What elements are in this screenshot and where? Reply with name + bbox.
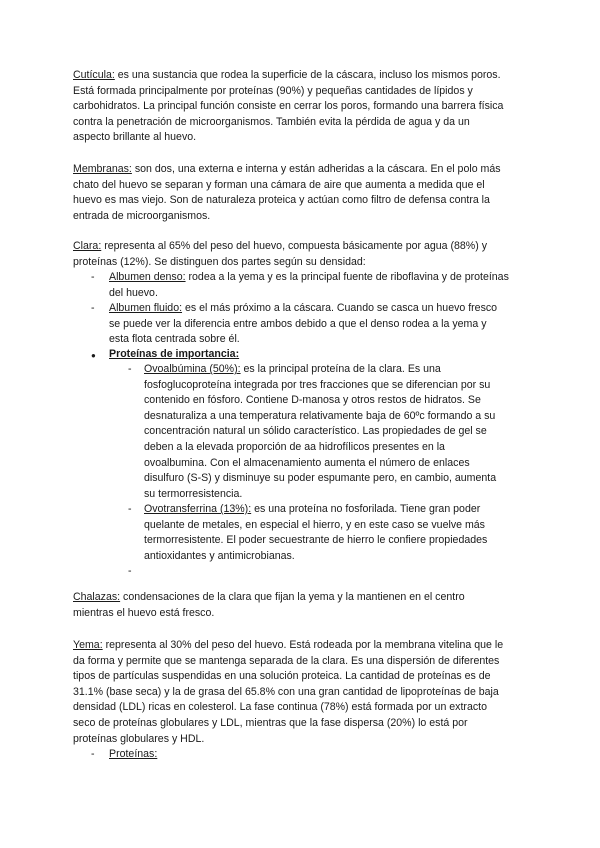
ovoalbumina-term: Ovoalbúmina (50%): bbox=[144, 363, 241, 375]
text-line: quelante de metales, en especial el hierro, y en este caso se vuelve más bbox=[144, 518, 485, 531]
clara-term: Clara: bbox=[73, 240, 102, 252]
text-line: se puede ver la diferencia entre ambos debido a que el denso rodea a la yema y bbox=[109, 317, 487, 330]
text-line: Está formada principalmente por proteínas (90%) y pequeñas cantidades de lípidos y bbox=[73, 84, 473, 97]
yema-term: Yema: bbox=[73, 639, 103, 651]
text-line: mientras el huevo está fresco. bbox=[73, 606, 215, 619]
text-line: representa al 30% del peso del huevo. Está rodeada por la membrana vitelina que le bbox=[102, 639, 504, 651]
text-line: concentración natural un sólido característico. Las propiedades de gel se bbox=[144, 425, 487, 438]
albumen-denso-term: Albumen denso: bbox=[109, 271, 186, 283]
text-line: disulfuro (S-S) y disminuye su poder espumante pero, en cambio, aumenta bbox=[144, 472, 497, 485]
bullet-dot-icon: ● bbox=[91, 351, 96, 360]
proteinas-importancia-heading bbox=[109, 347, 529, 363]
text-line: antioxidantes y antimicrobianas. bbox=[144, 549, 295, 562]
text-line: del huevo. bbox=[109, 286, 158, 299]
text-line: es el más próximo a la cáscara. Cuando se casca un huevo fresco bbox=[182, 302, 498, 314]
text-line: desnaturaliza a una temperatura relativamente baja de 60ºc formando a su bbox=[144, 409, 496, 422]
list-dash: - bbox=[91, 302, 95, 314]
text-line: son dos, una externa e interna y están adheridas a la cáscara. En el polo más bbox=[131, 163, 501, 175]
text-line: rodea a la yema y es la principal fuente de riboflavina y de proteínas bbox=[185, 271, 509, 283]
membranas-paragraph bbox=[73, 162, 523, 224]
cuticula-paragraph bbox=[73, 68, 523, 146]
ovoalbumina-item bbox=[144, 362, 534, 502]
ovotransferrina-term: Ovotransferrina (13%): bbox=[144, 503, 252, 515]
yema-proteinas-term: Proteínas: bbox=[109, 748, 158, 760]
text-line: aspecto brillante al huevo. bbox=[73, 131, 197, 144]
text-line: es una proteína no fosforilada. Tiene gran poder bbox=[251, 503, 481, 515]
text-line: contra la penetración de microorganismos. También evita la pérdida de agua y da un bbox=[73, 115, 470, 128]
text-line: tipos de partículas suspendidas en una solución proteica. La cantidad de proteínas es de bbox=[73, 670, 491, 683]
text-line: ovoalbumina. Con el almacenamiento aumenta el número de enlaces bbox=[144, 456, 470, 469]
list-dash: - bbox=[128, 503, 132, 515]
text-line: su termorresistencia. bbox=[144, 487, 243, 500]
clara-paragraph bbox=[73, 239, 523, 270]
text-line: proteínas globulares y HDL. bbox=[73, 732, 205, 745]
text-line: es la principal proteína de la clara. Es una bbox=[240, 363, 441, 375]
list-dash: - bbox=[128, 363, 132, 375]
text-line: da forma y permite que se mantenga separada de la clara. Es una dispersión de diferentes bbox=[73, 654, 500, 667]
text-line: esta flota centrada sobre él. bbox=[109, 333, 240, 346]
list-dash: - bbox=[91, 748, 95, 760]
list-dash-empty: - bbox=[128, 565, 132, 577]
text-line: 31.1% (base seca) y la de grasa del 65.8% con una gran cantidad de lipoproteínas de baja bbox=[73, 685, 499, 698]
yema-proteinas-item bbox=[109, 747, 529, 763]
ovotransferrina-item bbox=[144, 502, 534, 564]
text-line: chato del huevo se separan y forman una cámara de aire que aumenta a medida que el bbox=[73, 178, 485, 191]
text-line: carbohidratos. La principal función consiste en cerrar los poros, formando una barrera física bbox=[73, 100, 504, 113]
list-dash: - bbox=[91, 271, 95, 283]
yema-paragraph bbox=[73, 638, 523, 747]
chalazas-paragraph bbox=[73, 590, 523, 621]
proteinas-importancia-term: Proteínas de importancia: bbox=[109, 348, 240, 360]
text-line: fosfoglucoproteína integrada por tres fracciones que se diferencian por su bbox=[144, 378, 491, 391]
text-line: representa al 65% del peso del huevo, compuesta básicamente por agua (88%) y bbox=[101, 240, 487, 252]
cuticula-term: Cutícula: bbox=[73, 69, 115, 81]
membranas-term: Membranas: bbox=[73, 163, 132, 175]
chalazas-term: Chalazas: bbox=[73, 591, 121, 603]
text-line: proteínas (12%). Se distinguen dos partes según su densidad: bbox=[73, 255, 366, 268]
text-line: seco de proteínas globulares y LDL, mientras que la fase dispersa (20%) lo está por bbox=[73, 716, 468, 729]
albumen-denso-item bbox=[109, 270, 529, 301]
text-line: deben a la elevada proporción de aa hidrofílicos presentes en la bbox=[144, 440, 445, 453]
text-line: condensaciones de la clara que fijan la yema y la mantienen en el centro bbox=[120, 591, 465, 603]
text-line: entrada de microorganismos. bbox=[73, 209, 211, 222]
text-line: termorresistente. El poder secuestrante de hierro le confiere propiedades bbox=[144, 534, 488, 547]
text-line: es una sustancia que rodea la superficie de la cáscara, incluso los mismos poros. bbox=[114, 69, 501, 81]
text-line: densidad (LDL) ricas en colesterol. La fase continua (78%) está formada por un extracto bbox=[73, 701, 487, 714]
text-line: contenido en fósforo. Contiene D-manosa y otros restos de hidratos. Se bbox=[144, 394, 481, 407]
albumen-fluido-term: Albumen fluido: bbox=[109, 302, 183, 314]
text-line: huevo es mas viejo. Son de naturaleza proteica y actúan como filtro de defensa contra la bbox=[73, 194, 490, 207]
albumen-fluido-item bbox=[109, 301, 529, 348]
